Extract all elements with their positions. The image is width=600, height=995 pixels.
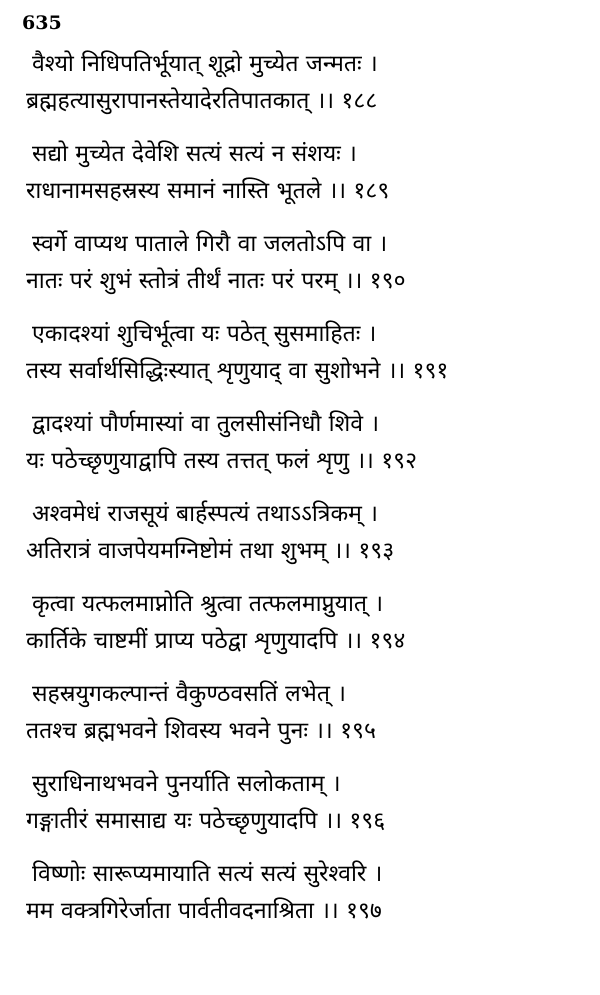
verse-line-2 bbox=[22, 443, 580, 480]
verse-line-2-text: नातः परं शुभं स्तोत्रं तीर्थं नातः परं परम् ।। bbox=[26, 268, 363, 294]
verse-line-2-text: कार्तिके चाष्टमीं प्राप्य पठेद्वा शृणुयादपि ।। bbox=[26, 628, 363, 654]
verse-line-1: कृत्वा यत्फलमाप्नोति श्रुत्वा तत्फलमाप्नुयात् । bbox=[32, 591, 384, 617]
verse-line-2-text: राधानामसहस्रस्य समानं नास्ति भूतले ।। bbox=[26, 178, 347, 204]
verse-line-1: एकादश्यां शुचिर्भूत्वा यः पठेत् सुसमाहितः । bbox=[32, 321, 377, 347]
verse-192 bbox=[22, 406, 580, 480]
verse-line-2 bbox=[22, 803, 580, 840]
verse-number: १९७ bbox=[346, 898, 382, 924]
verse-line-2 bbox=[22, 353, 580, 390]
verse-line-2-text: ततश्च ब्रह्मभवने शिवस्य भवने पुनः ।। bbox=[26, 718, 333, 744]
verse-197 bbox=[22, 856, 580, 930]
verse-line-2 bbox=[22, 623, 580, 660]
verse-line-2 bbox=[22, 263, 580, 300]
verse-line-2 bbox=[22, 713, 580, 750]
verse-188 bbox=[22, 46, 580, 120]
verse-194 bbox=[22, 586, 580, 660]
verse-line-1: वैश्यो निधिपतिर्भूयात् शूद्रो मुच्येत जन्मतः । bbox=[32, 51, 378, 77]
verse-line-2-text: अतिरात्रं वाजपेयमग्निष्टोमं तथा शुभम् ।। bbox=[26, 538, 352, 564]
verse-number: १८८ bbox=[341, 88, 378, 114]
verse-number: १९६ bbox=[349, 808, 386, 834]
verse-number: १९२ bbox=[381, 448, 418, 474]
verse-line-2-text: गङ्गातीरं समासाद्य यः पठेच्छृणुयादपि ।। bbox=[26, 808, 343, 834]
verse-196 bbox=[22, 766, 580, 840]
verse-line-2-text: तस्य सर्वार्थसिद्धिःस्यात् शृणुयाद् वा सुशोभने ।। bbox=[26, 358, 406, 384]
verse-line-1: सहस्रयुगकल्पान्तं वैकुण्ठवसतिं लभेत् । bbox=[32, 681, 346, 707]
verse-189 bbox=[22, 136, 580, 210]
verse-line-2 bbox=[22, 173, 580, 210]
verse-line-1: द्वादश्यां पौर्णमास्यां वा तुलसीसंनिधौ शिवे । bbox=[32, 411, 380, 437]
verse-193 bbox=[22, 496, 580, 570]
verse-list bbox=[22, 46, 580, 930]
verse-line-2-text: यः पठेच्छृणुयाद्वापि तस्य तत्तत् फलं शृणु ।। bbox=[26, 448, 374, 474]
verse-line-2 bbox=[22, 83, 580, 120]
verse-number: १८९ bbox=[353, 178, 390, 204]
verse-line-1: सद्यो मुच्येत देवेशि सत्यं सत्यं न संशयः । bbox=[32, 141, 357, 167]
verse-line-1: विष्णोः सारूप्यमायाति सत्यं सत्यं सुरेश्वरि । bbox=[32, 861, 383, 887]
verse-number: १९४ bbox=[369, 628, 406, 654]
verse-number: १९० bbox=[369, 268, 406, 294]
verse-line-2-text: ब्रह्महत्यासुरापानस्तेयादेरतिपातकात् ।। bbox=[26, 88, 335, 114]
verse-line-1: अश्वमेधं राजसूयं बार्हस्पत्यं तथाऽऽत्रिकम् । bbox=[32, 501, 378, 527]
page-number: 635 bbox=[22, 12, 62, 34]
verse-190 bbox=[22, 226, 580, 300]
verse-line-2-text: मम वक्त्रगिरेर्जाता पार्वतीवदनाश्रिता ।। bbox=[26, 898, 339, 924]
verse-line-2 bbox=[22, 533, 580, 570]
verse-line-1: सुराधिनाथभवने पुनर्याति सलोकताम् । bbox=[32, 771, 341, 797]
verse-line-2 bbox=[22, 893, 580, 930]
verse-195 bbox=[22, 676, 580, 750]
verse-number: १९१ bbox=[412, 358, 449, 384]
verse-number: १९५ bbox=[340, 718, 376, 744]
verse-191 bbox=[22, 316, 580, 390]
verse-line-1: स्वर्गे वाप्यथ पाताले गिरौ वा जलतोऽपि वा । bbox=[32, 231, 388, 257]
verse-number: १९३ bbox=[358, 538, 395, 564]
